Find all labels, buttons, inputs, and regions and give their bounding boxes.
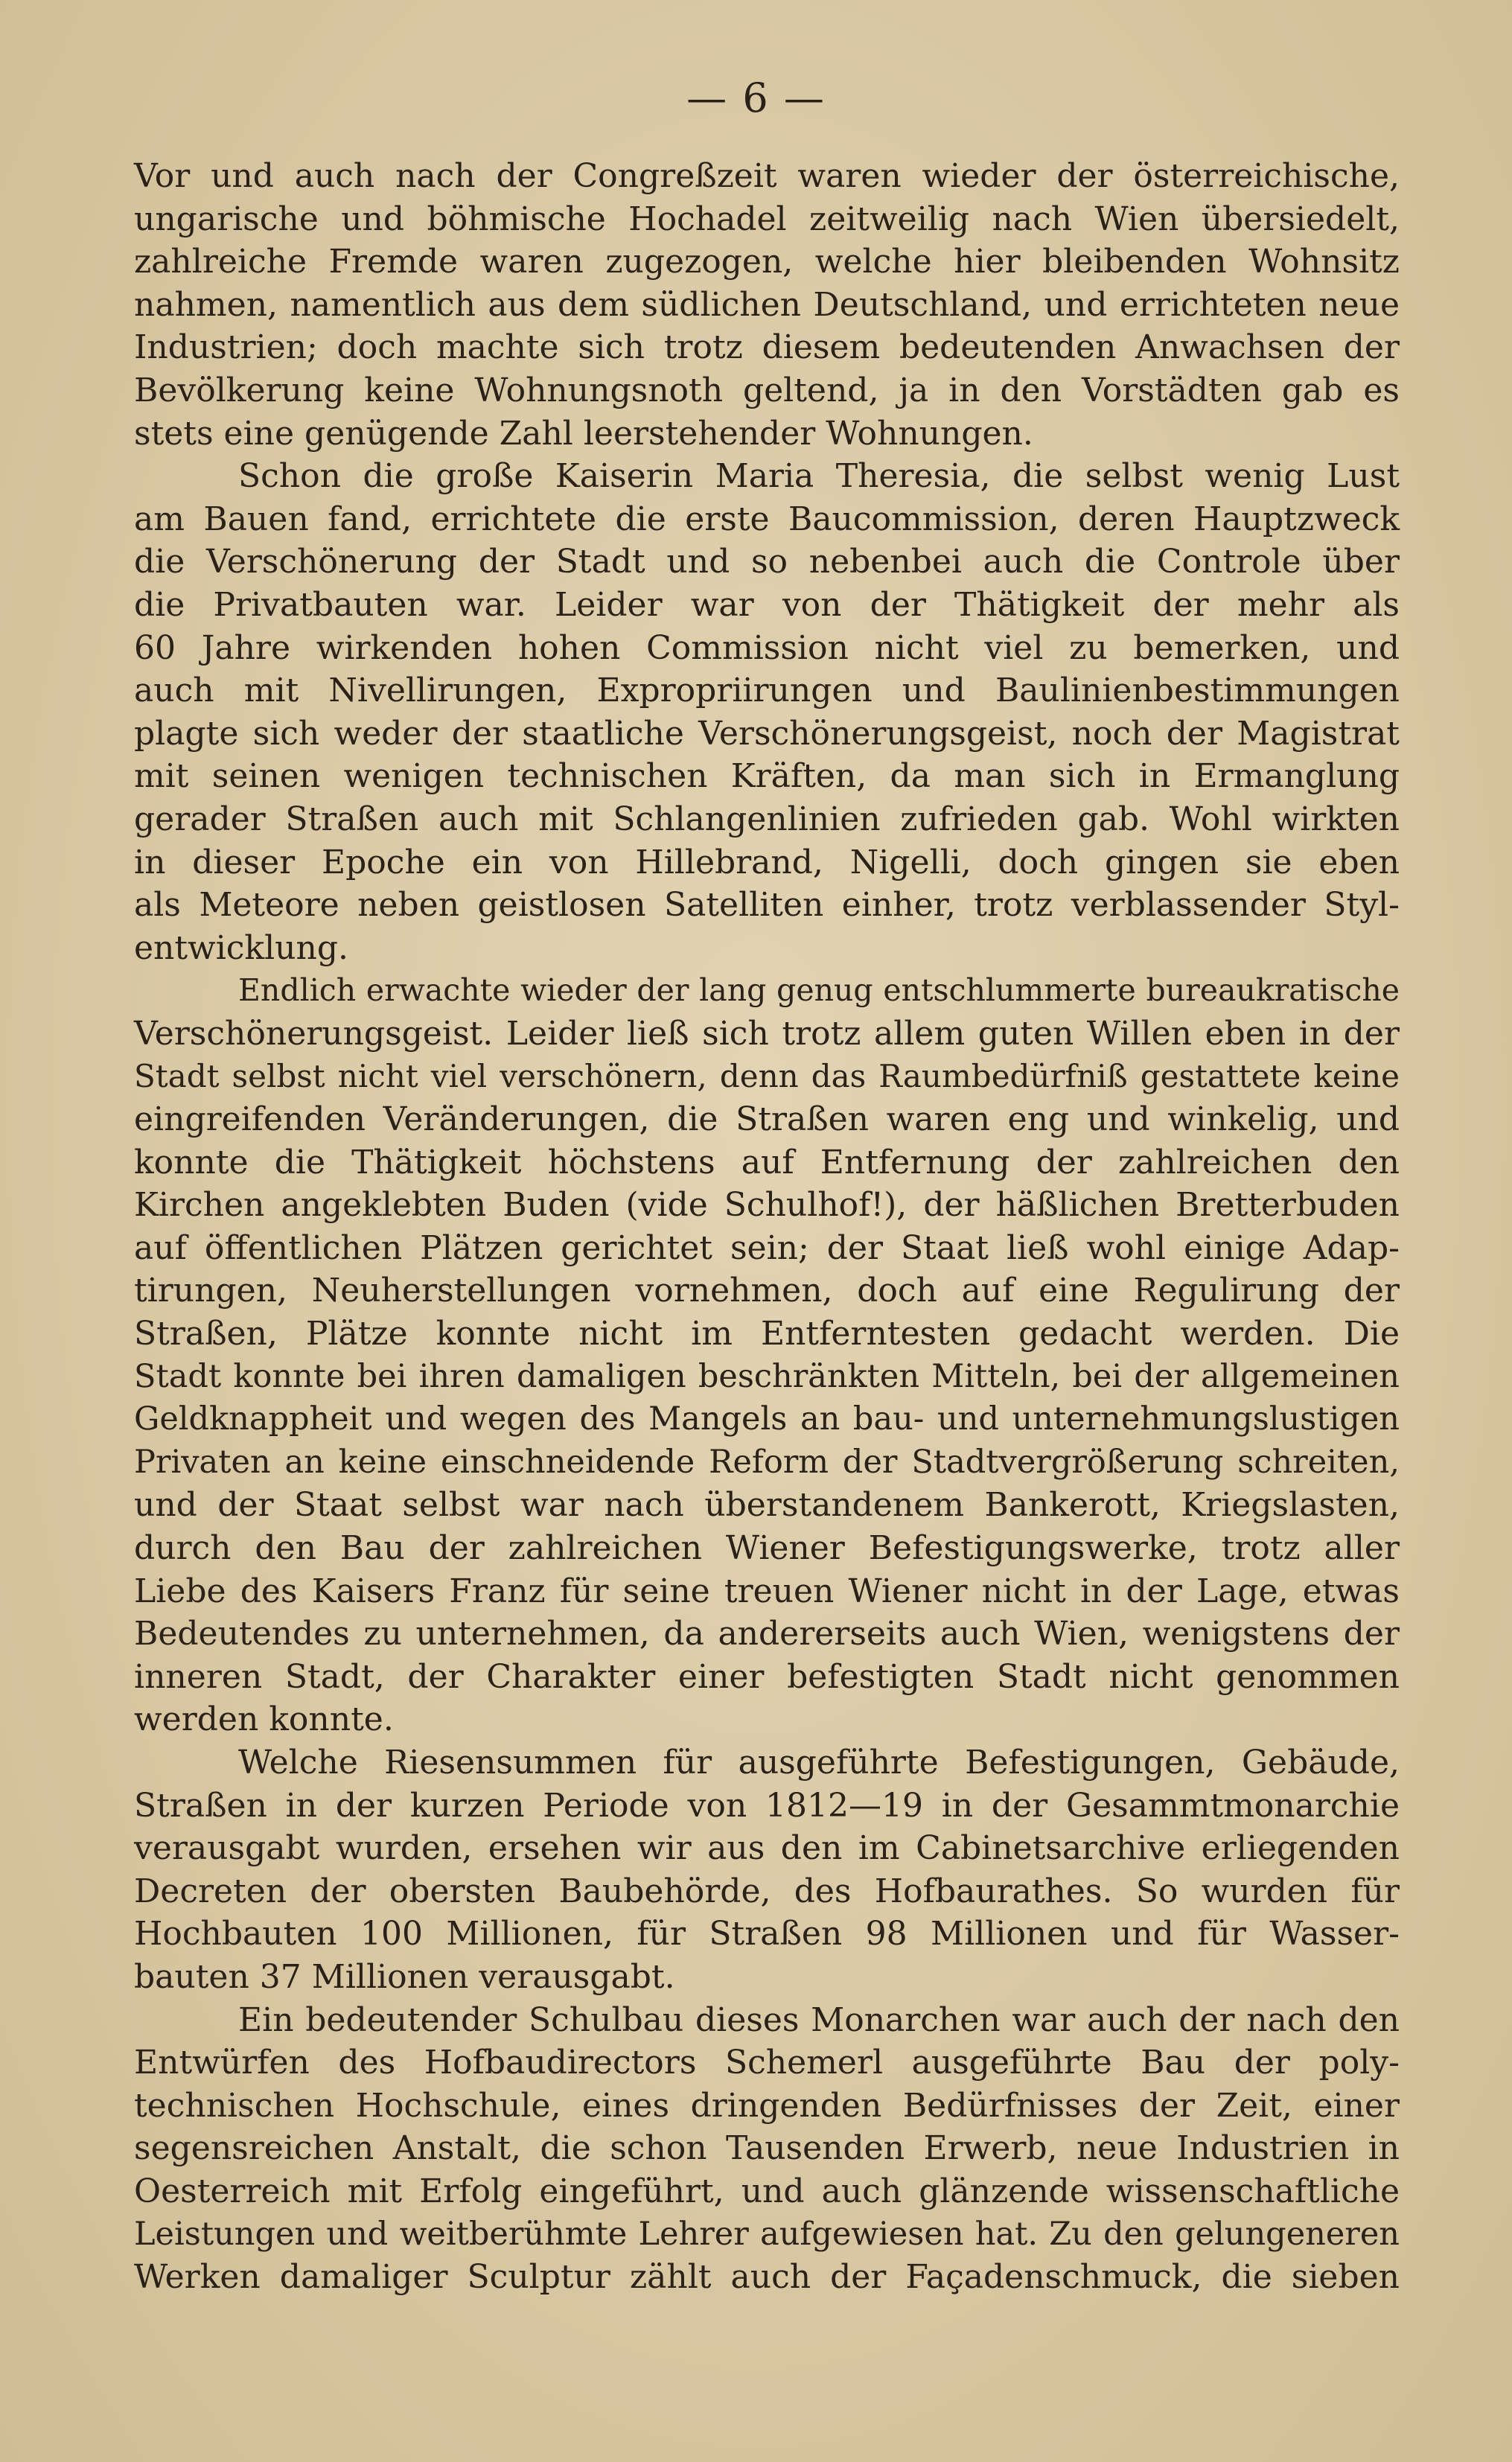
text-line: Bedeutendes zu unternehmen, da andererseits auch Wien, wenigstens der bbox=[134, 1615, 1400, 1653]
text-line: Privaten an keine einschneidende Reform der Stadtvergrößerung schreiten, bbox=[134, 1443, 1400, 1481]
text-line: die Privatbauten war. Leider war von der Thätigkeit der mehr als bbox=[134, 585, 1400, 624]
text-line: plagte sich weder der staatliche Verschönerungsgeist, noch der Magistrat bbox=[134, 714, 1400, 753]
text-line: Werken damaliger Sculptur zählt auch der Façadenschmuck, die sieben bbox=[134, 2258, 1400, 2297]
text-line: segensreichen Anstalt, die schon Tausenden Erwerb, neue Industrien in bbox=[134, 2129, 1400, 2168]
text-line: Bevölkerung keine Wohnungsnoth geltend, ja in den Vorstädten gab es bbox=[134, 371, 1400, 409]
text-line: Decreten der obersten Baubehörde, des Hofbaurathes. So wurden für bbox=[134, 1872, 1400, 1910]
text-line: als Meteore neben geistlosen Satelliten einher, trotz verblassender Styl- bbox=[134, 886, 1400, 925]
text-line: Stadt konnte bei ihren damaligen beschränkten Mitteln, bei der allgemeinen bbox=[134, 1357, 1400, 1395]
text-line: Hochbauten 100 Millionen, für Straßen 98 Millionen und für Wasser- bbox=[134, 1915, 1400, 1954]
text-line: und der Staat selbst war nach überstandenem Bankerott, Kriegslasten, bbox=[134, 1486, 1400, 1525]
text-line: Kirchen angeklebten Buden (vide Schulhof!), der häßlichen Bretterbuden bbox=[134, 1186, 1400, 1225]
text-line: Stadt selbst nicht viel verschönern, denn das Raumbedürfniß gestattete keine bbox=[134, 1058, 1400, 1095]
text-line: stets eine genügende Zahl leerstehender Wohnungen. bbox=[134, 414, 1033, 453]
text-line: Ein bedeutender Schulbau dieses Monarchen war auch der nach den bbox=[238, 2000, 1400, 2039]
text-line: Oesterreich mit Erfolg eingeführt, und auch glänzende wissenschaftliche bbox=[134, 2172, 1400, 2210]
text-line: inneren Stadt, der Charakter einer befestigten Stadt nicht genommen bbox=[134, 1657, 1400, 1696]
text-line: auch mit Nivellirungen, Expropriirungen und Baulinienbestimmungen bbox=[134, 672, 1400, 710]
text-line: Liebe des Kaisers Franz für seine treuen Wiener nicht in der Lage, etwas bbox=[134, 1572, 1400, 1610]
text-line: Vor und auch nach der Congreßzeit waren wieder der österreichische, bbox=[134, 157, 1400, 195]
text-line: Endlich erwachte wieder der lang genug entschlummerte bureaukratische bbox=[238, 972, 1400, 1009]
page-number: — 6 — bbox=[686, 74, 826, 121]
text-line: entwicklung. bbox=[134, 928, 348, 967]
body-text bbox=[134, 155, 1400, 2299]
text-line: Leistungen und weitberühmte Lehrer aufgewiesen hat. Zu den gelungeneren bbox=[134, 2215, 1400, 2253]
text-line: Geldknappheit und wegen des Mangels an bau- und unternehmungslustigen bbox=[134, 1400, 1400, 1438]
text-line: Industrien; doch machte sich trotz diesem bedeutenden Anwachsen der bbox=[134, 328, 1400, 367]
text-line: Straßen, Plätze konnte nicht im Entferntesten gedacht werden. Die bbox=[134, 1315, 1400, 1353]
text-line: technischen Hochschule, eines dringenden Bedürfnisses der Zeit, einer bbox=[134, 2086, 1400, 2125]
text-line: mit seinen wenigen technischen Kräften, da man sich in Ermanglung bbox=[134, 757, 1400, 796]
text-line: Straßen in der kurzen Periode von 1812—19 in der Gesammtmonarchie bbox=[134, 1786, 1400, 1825]
text-line: eingreifenden Veränderungen, die Straßen waren eng und winkelig, und bbox=[134, 1100, 1400, 1139]
text-line: Verschönerungsgeist. Leider ließ sich trotz allem guten Willen eben in der bbox=[134, 1014, 1400, 1053]
text-line: nahmen, namentlich aus dem südlichen Deutschland, und errichteten neue bbox=[134, 285, 1400, 324]
text-line: konnte die Thätigkeit höchstens auf Entfernung der zahlreichen den bbox=[134, 1143, 1400, 1181]
text-line: durch den Bau der zahlreichen Wiener Befestigungswerke, trotz aller bbox=[134, 1529, 1400, 1567]
text-line: verausgabt wurden, ersehen wir aus den im Cabinetsarchive erliegenden bbox=[134, 1829, 1400, 1868]
text-line: am Bauen fand, errichtete die erste Baucommission, deren Hauptzweck bbox=[134, 500, 1400, 538]
text-line: tirungen, Neuherstellungen vornehmen, doch auf eine Regulirung der bbox=[134, 1272, 1400, 1310]
text-line: auf öffentlichen Plätzen gerichtet sein; der Staat ließ wohl einige Adap- bbox=[134, 1228, 1400, 1267]
text-line: Schon die große Kaiserin Maria Theresia, die selbst wenig Lust bbox=[238, 457, 1400, 496]
text-line: die Verschönerung der Stadt und so nebenbei auch die Controle über bbox=[134, 543, 1400, 581]
text-line: gerader Straßen auch mit Schlangenlinien zufrieden gab. Wohl wirkten bbox=[134, 800, 1400, 838]
text-line: Entwürfen des Hofbaudirectors Schemerl ausgeführte Bau der poly- bbox=[134, 2044, 1400, 2082]
text-line: Welche Riesensummen für ausgeführte Befestigungen, Gebäude, bbox=[238, 1743, 1400, 1782]
text-line: bauten 37 Millionen verausgabt. bbox=[134, 1957, 675, 1996]
text-line: ungarische und böhmische Hochadel zeitweilig nach Wien übersiedelt, bbox=[134, 200, 1400, 238]
text-line: in dieser Epoche ein von Hillebrand, Nigelli, doch gingen sie eben bbox=[134, 843, 1400, 881]
text-line: werden konnte. bbox=[134, 1700, 394, 1739]
text-line: zahlreiche Fremde waren zugezogen, welche hier bleibenden Wohnsitz bbox=[134, 243, 1400, 281]
text-line: 60 Jahre wirkenden hohen Commission nicht viel zu bemerken, und bbox=[134, 628, 1400, 667]
